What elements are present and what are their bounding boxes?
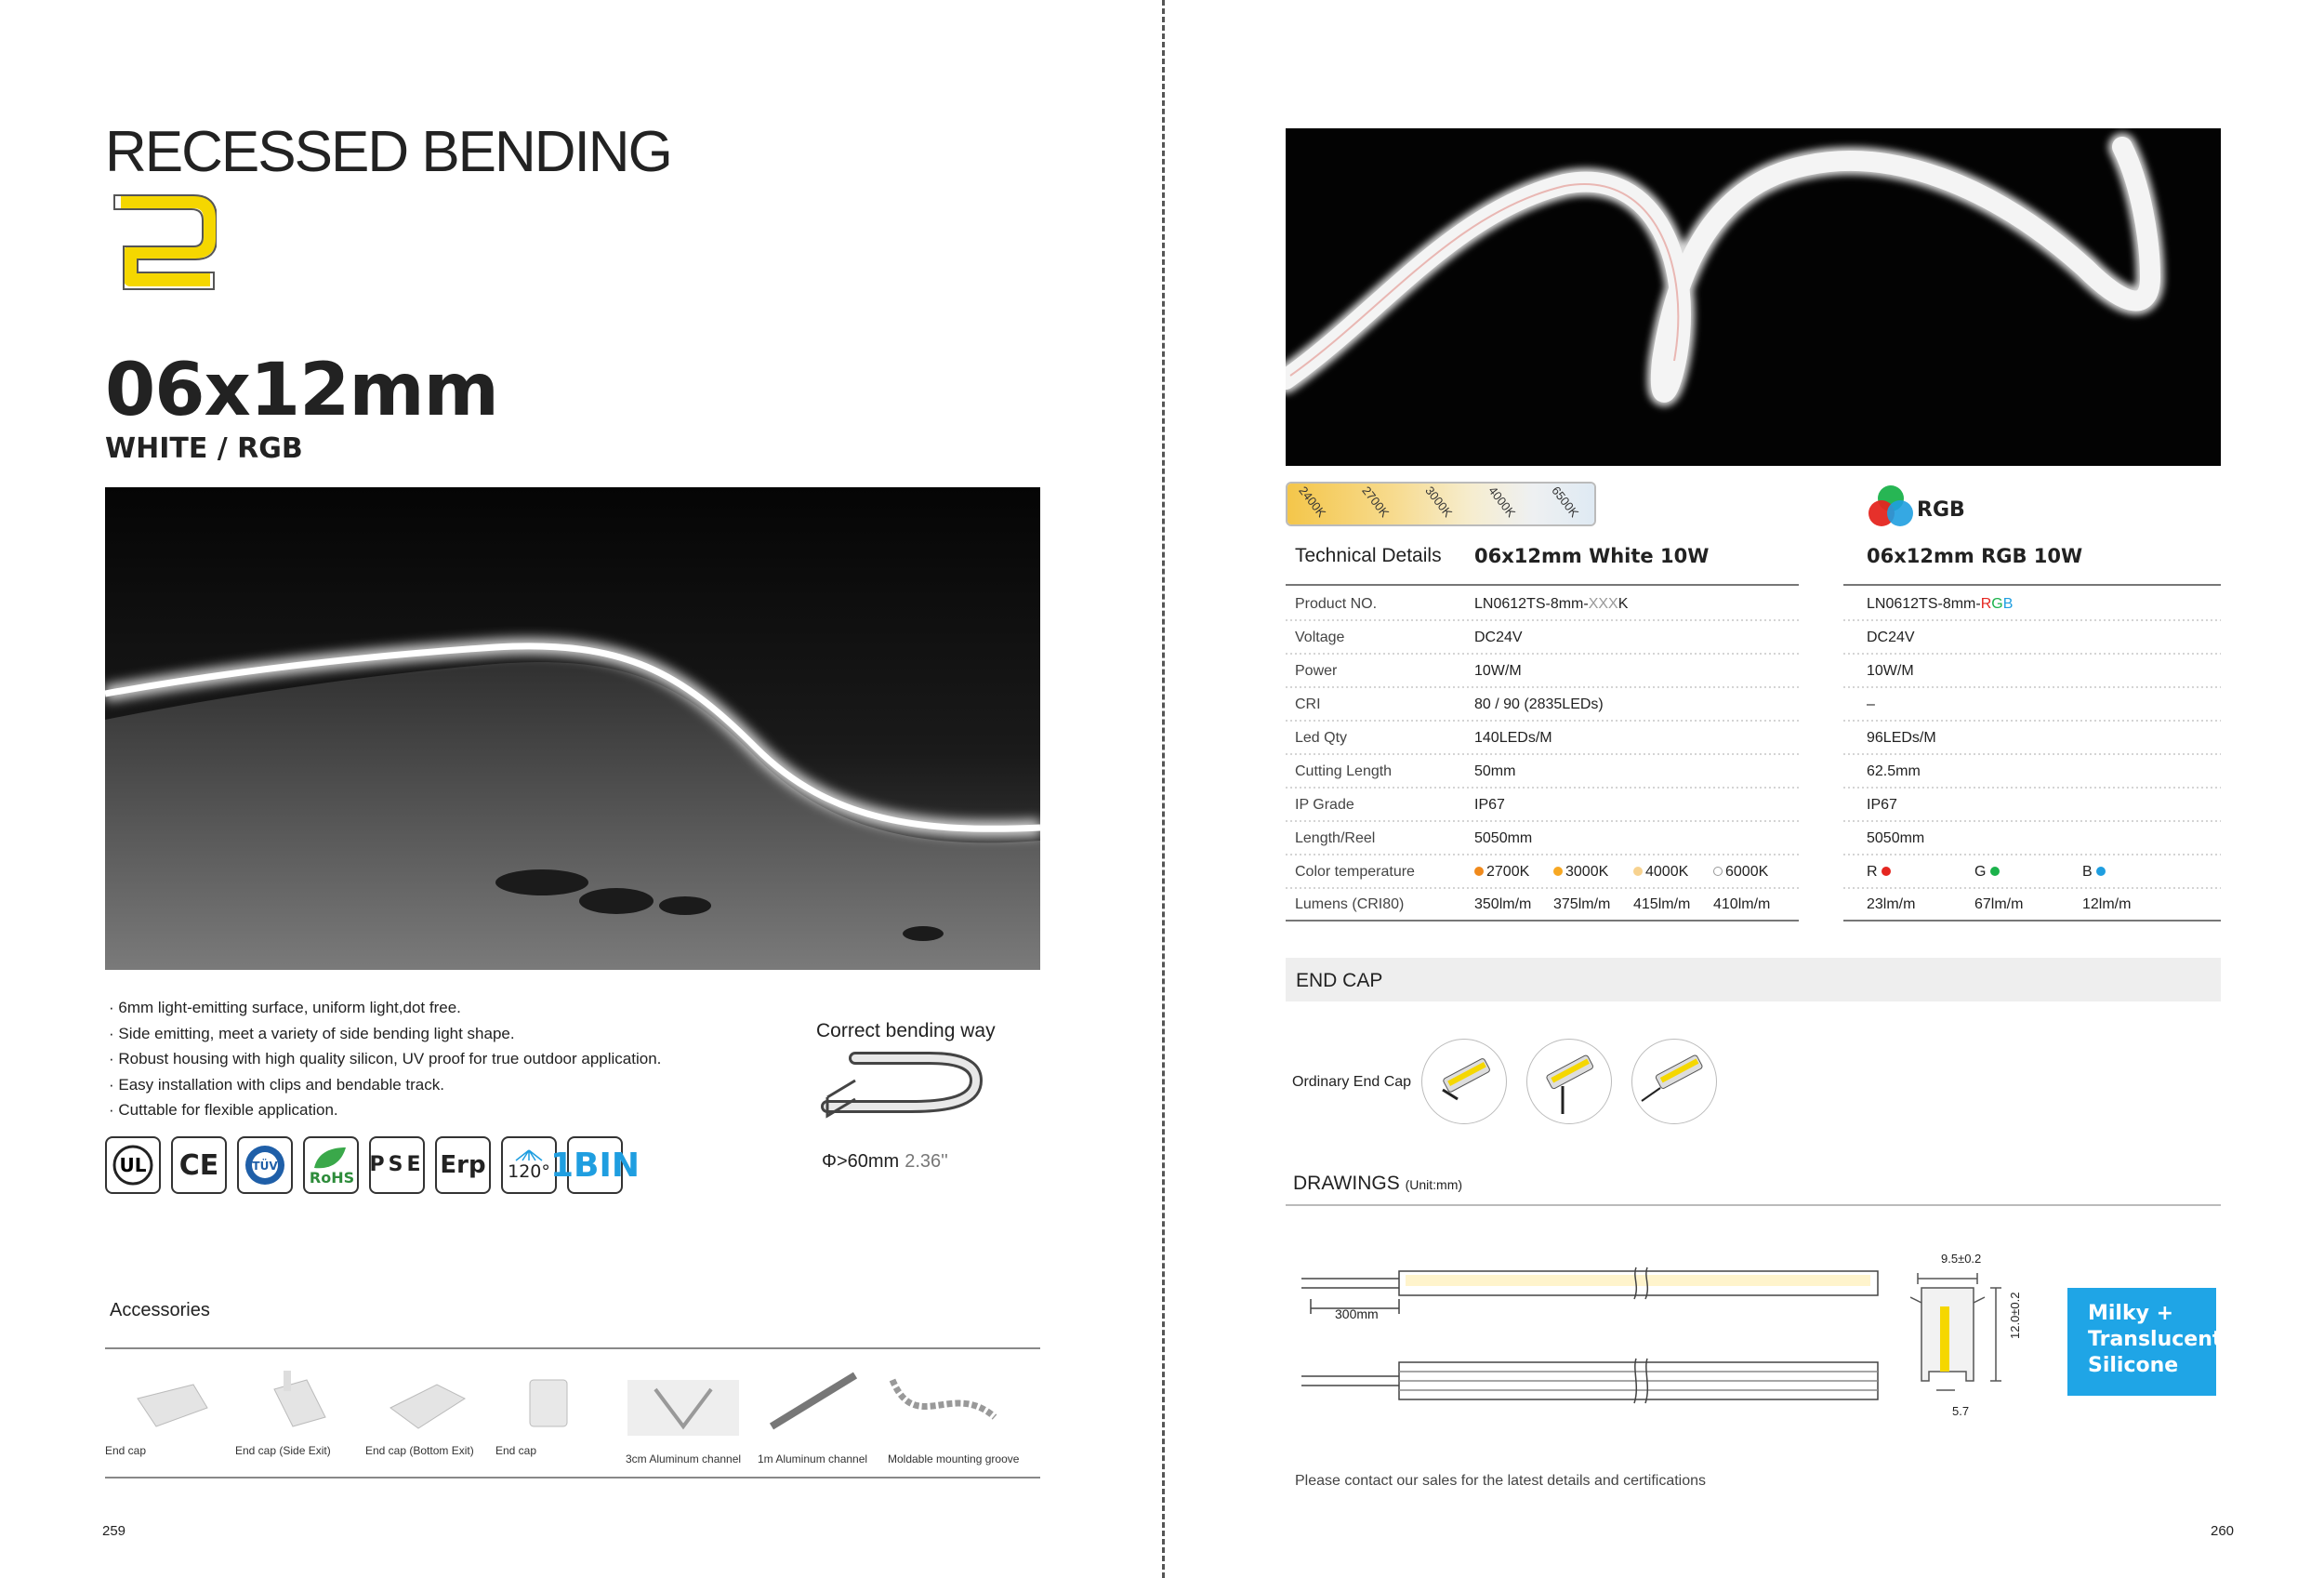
feature-item: · Cuttable for flexible application. <box>109 1097 797 1123</box>
color-temperature-scale <box>1286 482 1596 526</box>
spec-white-lumens: 350lm/m <box>1474 896 1532 912</box>
aluminum-channel-3cm-image <box>627 1371 739 1436</box>
strip-cross-section-drawing <box>1910 1269 2040 1409</box>
spec-rgb-lumens: 12lm/m <box>2082 896 2132 912</box>
spec-label-product-no: Product NO. <box>1295 596 1378 612</box>
drawings-title-text: DRAWINGS <box>1293 1173 1400 1194</box>
spec-white-cct-6000: 6000K <box>1713 864 1768 881</box>
cct-label: 2700K <box>1359 484 1393 520</box>
spec-label-color-temperature: Color temperature <box>1295 864 1415 880</box>
ordinary-end-cap-label: Ordinary End Cap <box>1292 1074 1412 1090</box>
dim-emit-width: 5.7 <box>1952 1404 1970 1418</box>
accessories-title: Accessories <box>110 1300 210 1320</box>
spec-rgb-product-no: LN0612TS-8mm-RGB <box>1867 596 2014 612</box>
spec-rgb-r: R <box>1867 864 1894 881</box>
material-line: Translucent <box>2088 1328 2223 1351</box>
bending-radius-in: 2.36'' <box>905 1151 948 1172</box>
pse-icon: PSE <box>369 1136 425 1194</box>
table-top-rule-rgb <box>1843 584 2221 586</box>
spec-white-length-reel: 5050mm <box>1474 830 1533 846</box>
bin-icon: 1BIN <box>567 1136 623 1194</box>
end-cap-variant-2 <box>1526 1039 1612 1124</box>
beam-angle-text: 120° <box>508 1161 550 1182</box>
page-number-left: 259 <box>102 1523 126 1539</box>
spec-rgb-cri: – <box>1867 696 1875 712</box>
bending-way-illustration <box>818 1051 995 1144</box>
table-top-rule <box>1286 584 1799 586</box>
table-header-white: 06x12mm White 10W <box>1474 545 1710 567</box>
drawings-title <box>1293 1173 1462 1195</box>
spec-label-lumens: Lumens (CRI80) <box>1295 896 1405 912</box>
certification-badges <box>105 1136 640 1194</box>
material-line: Silicone <box>2088 1354 2179 1377</box>
accessories-bottom-rule <box>105 1477 1040 1479</box>
material-badge <box>2067 1288 2223 1396</box>
dim-lead-length: 300mm <box>1335 1306 1379 1321</box>
end-cap-section-bar <box>1286 958 2221 1001</box>
rgb-circles-icon <box>1867 484 1915 530</box>
feature-item: · Side emitting, meet a variety of side bending light shape. <box>109 1021 797 1047</box>
sales-footnote: Please contact our sales for the latest details and certifications <box>1295 1473 1707 1489</box>
table-header-rgb: 06x12mm RGB 10W <box>1867 545 2083 567</box>
spec-white-cct-3000: 3000K <box>1553 864 1608 881</box>
page-fold-divider <box>1162 0 1165 1578</box>
spec-white-lumens: 415lm/m <box>1633 896 1691 912</box>
spec-white-lumens: 410lm/m <box>1713 896 1771 912</box>
end-cap-variant-1 <box>1421 1039 1507 1124</box>
spec-white-product-no: LN0612TS-8mm-XXXK <box>1474 596 1629 612</box>
ul-icon <box>105 1136 161 1194</box>
spec-label-cutting-length: Cutting Length <box>1295 763 1393 779</box>
feature-list <box>109 995 797 1123</box>
bending-radius-note <box>822 1151 948 1173</box>
spec-label-cri: CRI <box>1295 696 1321 712</box>
spec-rgb-voltage: DC24V <box>1867 630 1915 645</box>
beam-angle-icon <box>501 1136 557 1194</box>
spec-white-cutting-length: 50mm <box>1474 763 1516 779</box>
table-header-label: Technical Details <box>1295 545 1442 566</box>
rohs-icon <box>303 1136 359 1194</box>
feature-item: · Easy installation with clips and bendable track. <box>109 1072 797 1098</box>
ul-text: UL <box>119 1154 147 1176</box>
spec-rgb-lumens: 23lm/m <box>1867 896 1916 912</box>
accessory-label: End cap (Bottom Exit) <box>365 1444 474 1457</box>
material-line: Milky + <box>2088 1302 2174 1325</box>
accessory-label: 1m Aluminum channel <box>758 1452 868 1465</box>
spec-white-voltage: DC24V <box>1474 630 1523 645</box>
cct-label: 4000K <box>1486 484 1519 520</box>
erp-icon: Erp <box>435 1136 491 1194</box>
spec-white-cri: 80 / 90 (2835LEDs) <box>1474 696 1604 712</box>
accessory-label: End cap <box>105 1444 147 1457</box>
aluminum-channel-1m-image <box>762 1371 874 1436</box>
spec-white-cct-4000: 4000K <box>1633 864 1688 881</box>
spec-rgb-cutting-length: 62.5mm <box>1867 763 1921 779</box>
spec-white-led-qty: 140LEDs/M <box>1474 730 1552 746</box>
product-variant-subtitle: WHITE / RGB <box>105 432 303 465</box>
accessory-label: End cap <box>495 1444 537 1457</box>
spec-rgb-power: 10W/M <box>1867 663 1914 679</box>
accessory-label: 3cm Aluminum channel <box>626 1452 742 1465</box>
end-cap-image-2 <box>516 1371 627 1436</box>
spec-label-voltage: Voltage <box>1295 630 1345 645</box>
cct-label: 2400K <box>1296 484 1329 520</box>
rohs-text: RoHS <box>309 1169 355 1187</box>
cct-label: 6500K <box>1549 484 1582 520</box>
table-row-separators <box>1286 614 2221 930</box>
bending-way-title: Correct bending way <box>816 1020 996 1041</box>
spec-rgb-length-reel: 5050mm <box>1867 830 1925 846</box>
spec-label-length-reel: Length/Reel <box>1295 830 1376 846</box>
product-size-title: 06x12mm <box>105 349 498 432</box>
rgb-label: RGB <box>1917 498 1965 522</box>
spec-label-ip-grade: IP Grade <box>1295 797 1354 813</box>
spec-rgb-led-qty: 96LEDs/M <box>1867 730 1936 746</box>
drawings-unit: (Unit:mm) <box>1405 1177 1463 1192</box>
spec-rgb-g: G <box>1974 864 2002 881</box>
moldable-mounting-groove-image <box>888 1371 999 1436</box>
drawings-rule <box>1286 1204 2221 1206</box>
end-cap-bottom-exit-image <box>381 1371 493 1436</box>
feature-item: · 6mm light-emitting surface, uniform light,dot free. <box>109 995 797 1021</box>
product-hero-photo-left <box>105 487 1040 970</box>
spec-white-cct-2700: 2700K <box>1474 864 1529 881</box>
dim-height: 12.0±0.2 <box>2008 1292 2022 1339</box>
dim-width: 9.5±0.2 <box>1941 1252 1982 1266</box>
accessory-label: Moldable mounting groove <box>888 1452 1020 1465</box>
series-title: RECESSED BENDING <box>105 120 671 184</box>
spec-rgb-ip-grade: IP67 <box>1867 797 1897 813</box>
accessory-label: End cap (Side Exit) <box>235 1444 331 1457</box>
spec-rgb-b: B <box>2082 864 2108 881</box>
tuv-icon <box>237 1136 293 1194</box>
tuv-text: TÜV <box>252 1160 278 1173</box>
ce-icon: CE <box>171 1136 227 1194</box>
end-cap-image <box>128 1371 240 1436</box>
spec-label-led-qty: Led Qty <box>1295 730 1348 746</box>
spec-label-power: Power <box>1295 663 1338 679</box>
end-cap-side-exit-image <box>256 1371 367 1436</box>
cct-label: 3000K <box>1422 484 1456 520</box>
spec-rgb-lumens: 67lm/m <box>1974 896 2024 912</box>
bending-profile-icon <box>110 191 217 291</box>
page-number-right: 260 <box>2211 1523 2235 1539</box>
spec-white-ip-grade: IP67 <box>1474 797 1505 813</box>
feature-item: · Robust housing with high quality silicon, UV proof for true outdoor application. <box>109 1046 797 1072</box>
strip-side-drawing <box>1301 1251 1896 1409</box>
spec-white-power: 10W/M <box>1474 663 1522 679</box>
spec-white-lumens: 375lm/m <box>1553 896 1611 912</box>
end-cap-title: END CAP <box>1296 970 1383 991</box>
bending-radius-mm: Φ>60mm <box>822 1151 900 1172</box>
end-cap-variant-3 <box>1631 1039 1717 1124</box>
accessories-top-rule <box>105 1347 1040 1349</box>
product-hero-photo-right <box>1286 128 2221 466</box>
